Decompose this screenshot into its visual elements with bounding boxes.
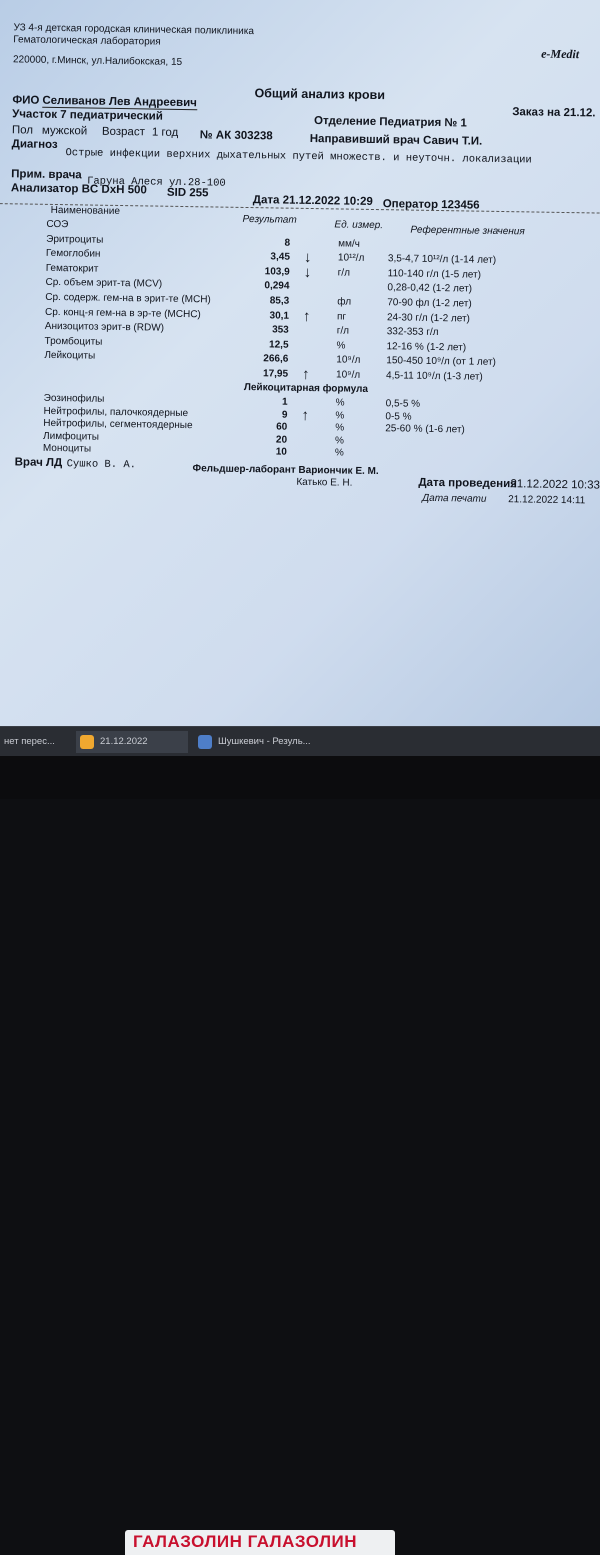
row-name: Гематокрит [45, 262, 99, 275]
taskbar-item-3[interactable] [194, 731, 314, 753]
header-unit: Ед. измер. [334, 219, 384, 232]
sex-value: мужской [41, 124, 88, 138]
row-name: СОЭ [46, 218, 69, 231]
uchastok: Участок 7 педиатрический [12, 108, 163, 123]
print-date-label: Дата печати [422, 492, 487, 505]
formula-row-value: 20 [275, 434, 288, 446]
formula-row-value: 1 [282, 396, 288, 408]
row-value: 3,45 [270, 251, 291, 263]
analyzer: Анализатор BC DxH 500 [10, 182, 147, 197]
row-unit: 10⁹/л [336, 354, 361, 367]
row-ref: 70-90 фл (1-2 лет) [387, 297, 472, 310]
fio-label: ФИО [12, 94, 40, 107]
row-ref: 332-353 г/л [386, 326, 439, 339]
row-name: Анизоцитоз эрит-в (RDW) [44, 321, 165, 334]
row-ref: 150-450 10⁹/л (от 1 лет) [386, 355, 497, 369]
report-title: Общий анализ крови [254, 86, 386, 103]
analysis-date: Дата 21.12.2022 10:29 [252, 194, 373, 208]
formula-row-ref: 0-5 % [385, 410, 412, 423]
formula-title: Лейкоцитарная формула [243, 381, 369, 395]
row-value: 85,3 [269, 295, 290, 307]
fio-value: Селиванов Лев Андреевич [42, 94, 197, 110]
formula-row-name: Моноциты [42, 443, 92, 455]
row-unit: 10⁹/л [336, 369, 361, 381]
note-label: Прим. врача [11, 168, 82, 182]
formula-row-ref: 0,5-5 % [385, 398, 421, 410]
diagnosis-label: Диагноз [11, 138, 58, 152]
feldsher-2: Катько Е. Н. [296, 476, 353, 489]
row-flag: ↓ [303, 249, 312, 267]
row-value: 266,6 [263, 353, 289, 366]
age-value: 1 год [151, 126, 179, 139]
brand-label: e-Medit [541, 46, 580, 62]
row-value: 12,5 [269, 339, 289, 351]
folder-icon [80, 735, 94, 749]
formula-row-name: Эозинофилы [43, 392, 105, 405]
feldsher: Фельдшер-лаборант Вариончик Е. М. [192, 463, 379, 478]
age-label: Возраст [101, 125, 146, 139]
monitor-screen [0, 0, 600, 726]
address: 220000, г.Минск, ул.Налибокская, 15 [12, 54, 183, 68]
row-value: 0,294 [264, 280, 290, 293]
header-name: Наименование [50, 204, 121, 218]
otdelenie: Отделение Педиатрия № 1 [313, 115, 467, 130]
operator: Оператор 123456 [382, 198, 480, 212]
taskbar-item-2-label: 21.12.2022 [100, 736, 148, 747]
row-ref: 24-30 г/л (1-2 лет) [386, 311, 471, 325]
formula-row-unit: % [335, 422, 345, 434]
row-unit: г/л [337, 267, 351, 279]
formula-row-ref: 25-60 % (1-6 лет) [385, 423, 465, 436]
row-unit: фл [337, 296, 352, 308]
formula-row-name: Нейтрофилы, сегментоядерные [43, 418, 193, 432]
row-unit: 10¹²/л [337, 252, 365, 265]
medicine-box-label: ГАЛАЗОЛИН ГАЛАЗОЛИН [133, 1532, 358, 1551]
row-unit: мм/ч [338, 238, 360, 250]
row-value: 353 [272, 324, 289, 336]
header-ref: Референтные значения [410, 224, 525, 238]
org-line-2: Гематологическая лаборатория [13, 34, 161, 48]
referring-doctor: Направивший врач Савич Т.И. [309, 132, 483, 148]
row-name: Гемоглобин [45, 248, 101, 260]
monitor-bezel [0, 756, 600, 1551]
taskbar [0, 726, 600, 757]
medicine-box [125, 1530, 395, 1555]
doctor-name: Сушко В. А. [66, 458, 137, 472]
formula-row-unit: % [334, 447, 344, 459]
note-value: Гаруна Алеся ул.28-100 [87, 175, 226, 190]
taskbar-item-1[interactable] [0, 731, 64, 753]
row-value: 30,1 [269, 309, 290, 322]
lab-report-document [0, 0, 600, 566]
row-name: Лейкоциты [44, 350, 96, 363]
row-unit: % [336, 340, 346, 352]
ak-number: № АК 303238 [199, 129, 273, 143]
row-name: Ср. конц-я гем-на в эр-те (MCHC) [44, 306, 201, 320]
date-performed-label: Дата проведения [418, 476, 518, 491]
row-name: Ср. объем эрит-та (MCV) [45, 277, 163, 291]
sid: SID 255 [166, 186, 209, 200]
row-name: Эритроциты [46, 233, 104, 246]
header-result: Результат [242, 213, 297, 226]
formula-row-value: 10 [275, 446, 287, 459]
org-line-1: УЗ 4-я детская городская клиническая поликлиника [13, 22, 255, 38]
row-unit: г/л [336, 325, 350, 337]
formula-row-name: Лимфоциты [43, 430, 100, 443]
row-flag: ↓ [303, 263, 312, 281]
date-performed-value: 21.12.2022 10:33 [510, 478, 600, 492]
row-ref: 4,5-11 10⁹/л (1-3 лет) [385, 370, 483, 383]
print-date-value: 21.12.2022 14:11 [508, 494, 586, 507]
row-ref: 110-140 г/л (1-5 лет) [387, 268, 482, 281]
doctor-label: Врач ЛД [14, 456, 63, 470]
row-name: Тромбоциты [44, 335, 103, 348]
formula-row-name: Нейтрофилы, палочкоядерные [43, 405, 189, 419]
taskbar-item-1-label: нет перес... [4, 736, 55, 747]
row-ref: 0,28-0,42 (1-2 лет) [387, 282, 473, 295]
row-value: 17,95 [262, 368, 289, 380]
taskbar-item-3-label: Шушкевич - Резуль... [218, 736, 311, 747]
row-flag: ↑ [301, 365, 310, 384]
formula-row-unit: % [334, 435, 345, 447]
document-icon [198, 735, 212, 749]
row-ref: 3,5-4,7 10¹²/л (1-14 лет) [387, 253, 497, 267]
row-name: Ср. содерж. гем-на в эрит-те (MCH) [45, 291, 211, 306]
formula-row-flag: ↑ [301, 406, 310, 424]
row-value: 103,9 [264, 266, 290, 278]
formula-row-unit: % [335, 397, 345, 409]
row-value: 8 [284, 237, 291, 249]
row-ref: 12-16 % (1-2 лет) [386, 341, 467, 354]
taskbar-item-2[interactable] [76, 731, 188, 753]
row-unit: пг [336, 311, 347, 323]
order-label: Заказ на 21.12. [512, 106, 596, 120]
formula-row-value: 60 [276, 421, 288, 433]
row-flag: ↑ [302, 307, 311, 325]
formula-row-unit: % [335, 410, 345, 422]
sex-label: Пол [11, 124, 34, 137]
formula-row-value: 9 [281, 409, 288, 421]
diagnosis-value: Острые инфекции верхних дыхательных путей множеств. и неуточн. локализации [65, 147, 532, 167]
